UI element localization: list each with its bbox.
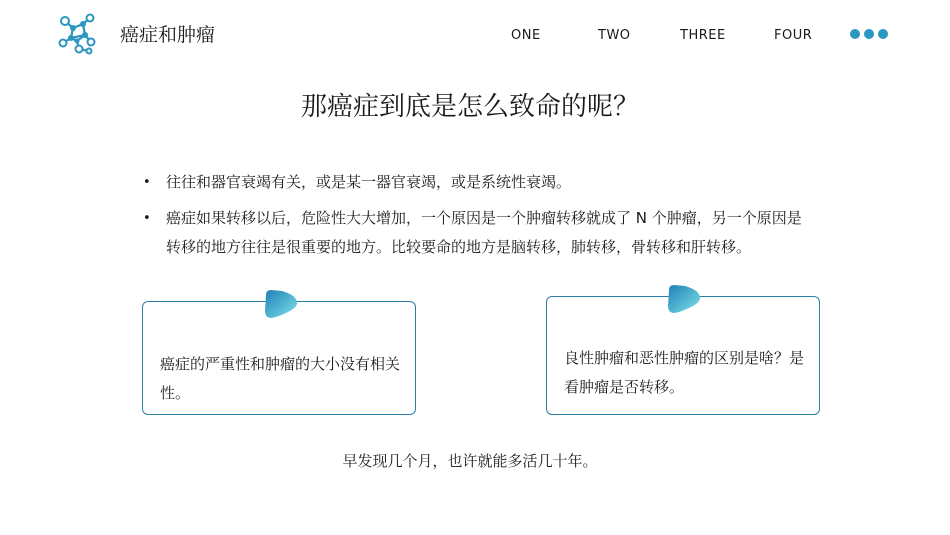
dot (850, 29, 860, 39)
play-shape-icon (665, 284, 703, 314)
three-dots-icon[interactable] (850, 29, 892, 41)
bullet-item: • 癌症如果转移以后，危险性大大增加，一个原因是一个肿瘤转移就成了 N 个肿瘤，另一个原因是转移的地方往往是很重要的地方。比较要命的地方是脑转移，肺转移，骨转移和肝转移。 (140, 204, 810, 262)
nav-item-three[interactable]: THREE (680, 28, 726, 43)
info-card-right (546, 296, 820, 415)
bullet-list (140, 168, 810, 262)
card-text: 良性肿瘤和恶性肿瘤的区别是啥？是看肿瘤是否转移。 (564, 349, 805, 396)
page-title: 那癌症到底是怎么致命的呢？ (300, 92, 639, 122)
card-text: 癌症的严重性和肿瘤的大小没有相关性。 (160, 355, 401, 402)
dot (864, 29, 874, 39)
info-card-left (142, 301, 416, 415)
nav-item-two[interactable]: TWO (598, 28, 631, 43)
nav-item-four[interactable]: FOUR (774, 28, 813, 43)
footer-note: 早发现几个月，也许就能多活几十年。 (342, 452, 598, 470)
brand-title: 癌症和肿瘤 (120, 24, 216, 46)
dot (878, 29, 888, 39)
top-nav (0, 27, 950, 45)
bullet-item: • 往往和器官衰竭有关，或是某一器官衰竭，或是系统性衰竭。 (140, 168, 810, 197)
nav-item-one[interactable]: ONE (511, 28, 541, 43)
play-shape-icon (262, 289, 300, 319)
